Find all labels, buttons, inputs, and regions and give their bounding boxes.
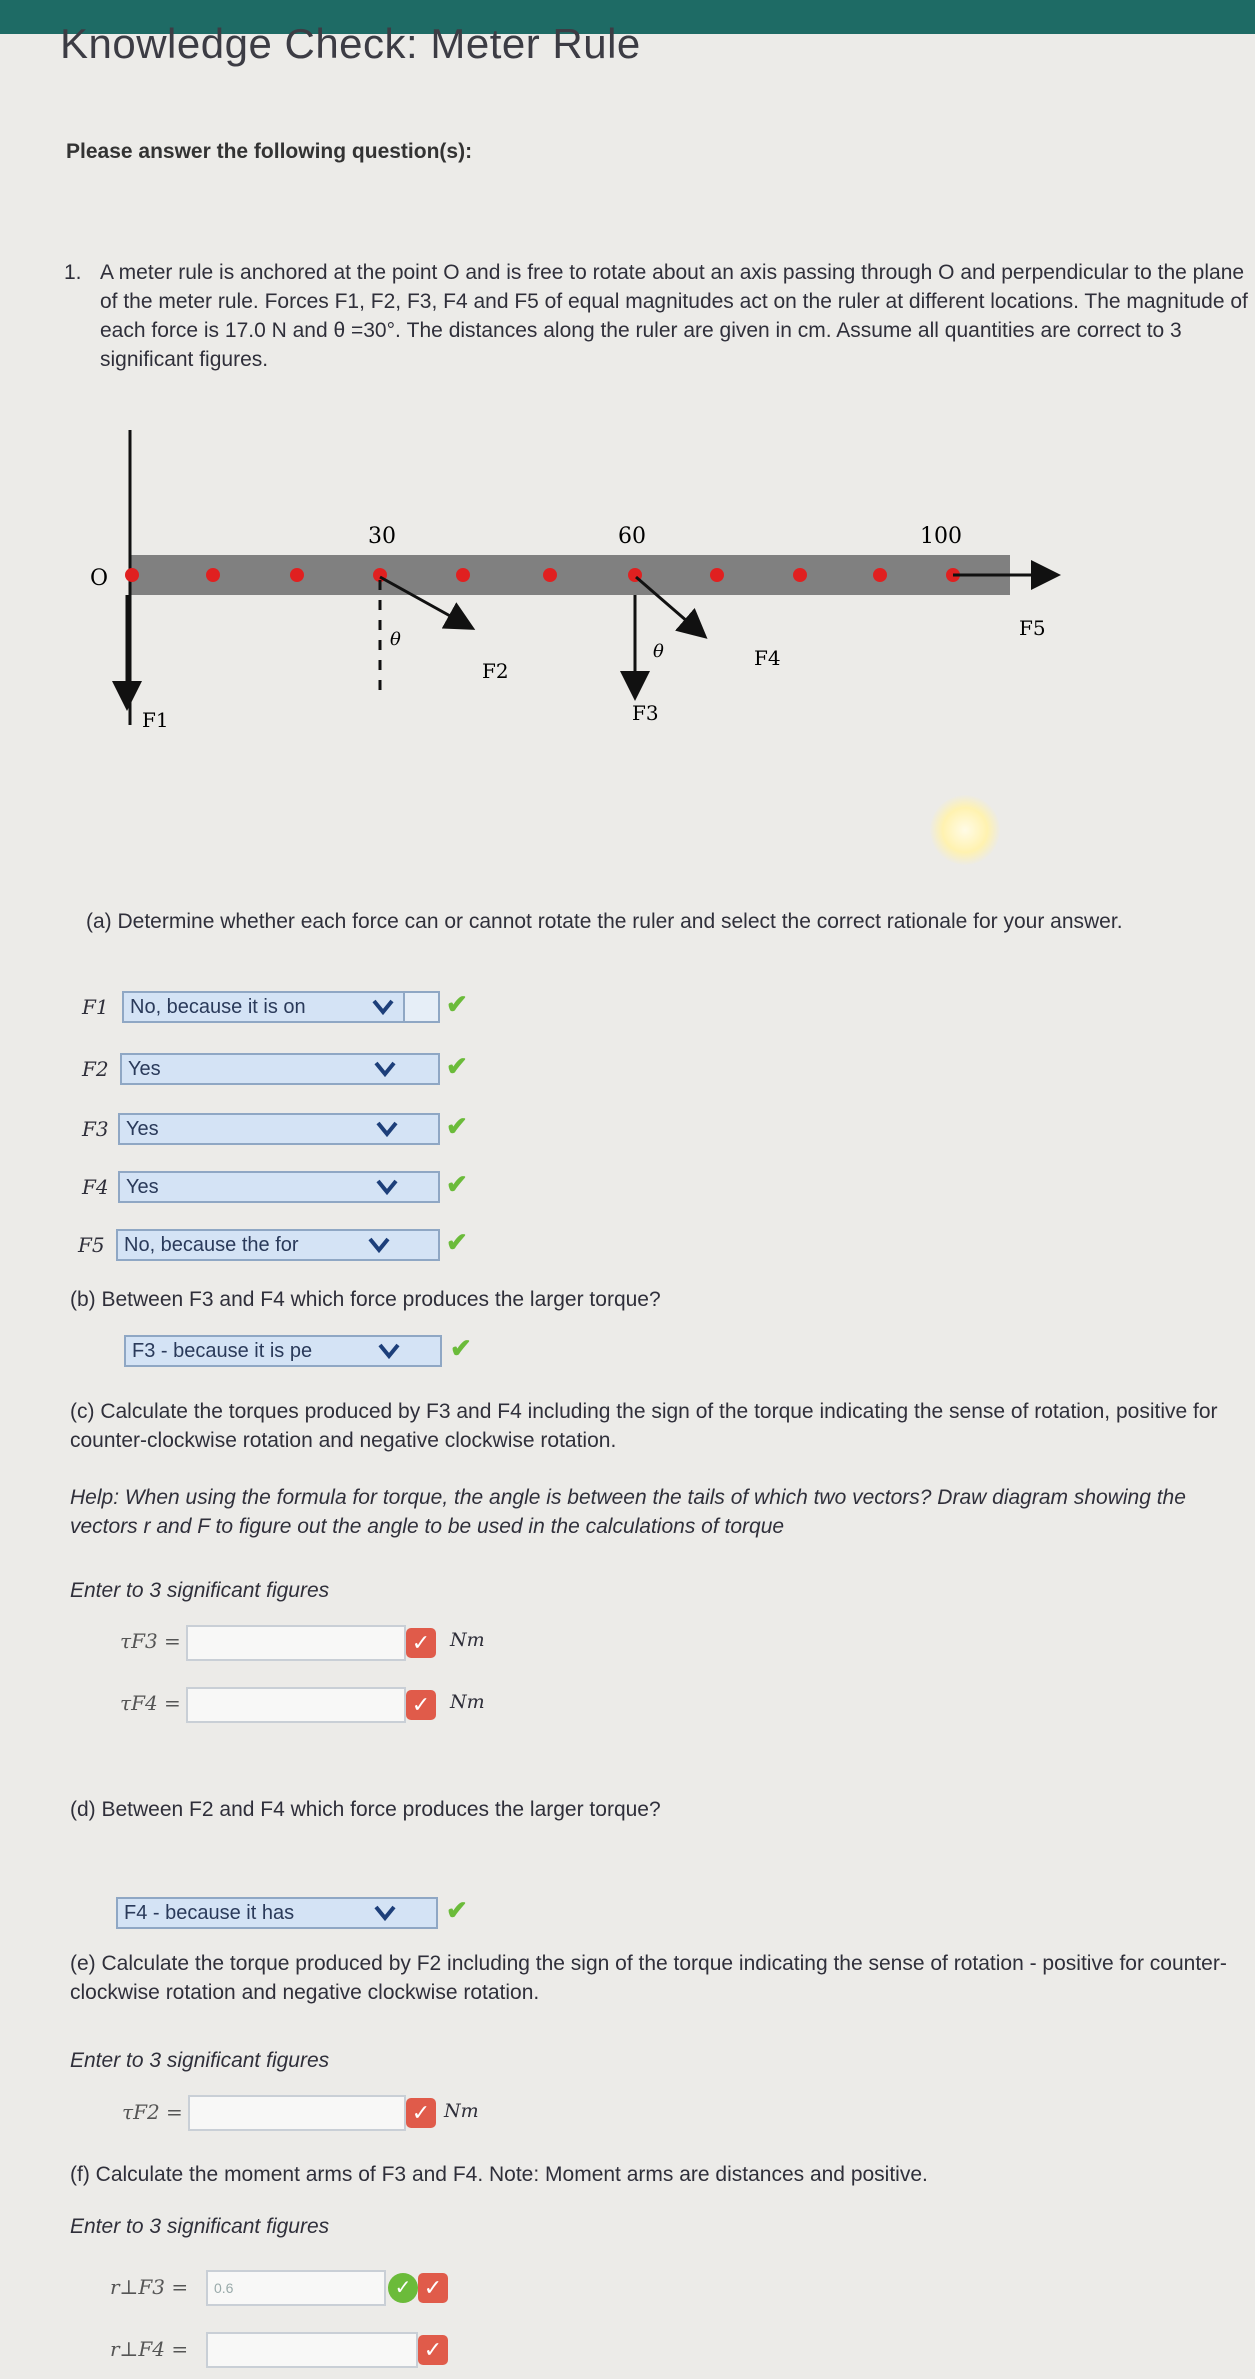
r-f3-label: r⊥F3 = <box>110 2275 189 2299</box>
chevron-down-icon <box>376 1119 398 1139</box>
check-icon: ✔ <box>446 1227 468 1257</box>
tau-f3-label: τF3 = <box>120 1629 181 1653</box>
meter-rule-diagram <box>80 425 1080 745</box>
chevron-down-icon <box>374 1903 396 1923</box>
chevron-down-icon <box>376 1177 398 1197</box>
check-icon: ✔ <box>446 1895 468 1925</box>
chevron-down-icon <box>374 1059 396 1079</box>
r-f4-input[interactable] <box>206 2332 418 2368</box>
part-c-prompt-text: (c) Calculate the torques produced by F3 and F4 including the sign of the torque indicating the sense of rotation, positive for counter-clockwise rotation and negative clockwise rotation. <box>70 1400 1218 1452</box>
f4-theta: θ <box>653 641 664 662</box>
light-glare <box>930 795 1000 865</box>
select-f5-value: No, because the for <box>124 1234 299 1256</box>
r-f4-label: r⊥F4 = <box>110 2337 189 2361</box>
tick-30: 30 <box>368 524 396 549</box>
check-icon: ✔ <box>446 989 468 1019</box>
incorrect-icon: ✓ <box>418 2335 448 2365</box>
part-a-prompt: (a) Determine whether each force can or cannot rotate the ruler and select the correct rationale for your answer. <box>86 910 1123 933</box>
part-f-prompt: (f) Calculate the moment arms of F3 and F4. Note: Moment arms are distances and positive. <box>70 2163 928 2186</box>
f2-label: F2 <box>482 659 509 683</box>
select-f2-value: Yes <box>128 1058 161 1080</box>
select-f1[interactable] <box>122 991 440 1023</box>
part-c-help: Help: When using the formula for torque, the angle is between the tails of which two vectors? Draw diagram showing the vectors r and F to figure out the angle to be used in the calculations of torque <box>70 1486 1186 1538</box>
force-label-f2: F2 <box>82 1057 109 1081</box>
tick-100: 100 <box>920 524 962 549</box>
select-f1-value: No, because it is on <box>130 996 306 1018</box>
chevron-down-icon <box>372 997 394 1017</box>
select-f2[interactable] <box>120 1053 440 1085</box>
select-f5[interactable] <box>116 1229 440 1261</box>
select-f4[interactable] <box>118 1171 440 1203</box>
check-icon: ✔ <box>446 1111 468 1141</box>
select-f3-value: Yes <box>126 1118 159 1140</box>
f3-label: F3 <box>632 701 659 725</box>
tau-f4-label: τF4 = <box>120 1691 181 1715</box>
f1-label: F1 <box>142 708 169 732</box>
f2-theta: θ <box>390 629 401 650</box>
f5-label: F5 <box>1019 616 1046 640</box>
force-label-f5: F5 <box>78 1233 105 1257</box>
part-e-sigfig: Enter to 3 significant figures <box>70 2049 330 2072</box>
incorrect-icon: ✓ <box>406 1628 436 1658</box>
page-title: Knowledge Check: Meter Rule <box>60 20 641 67</box>
tau-f2-unit: Nm <box>444 2100 479 2122</box>
part-c-sigfig: Enter to 3 significant figures <box>70 1579 330 1602</box>
incorrect-icon: ✓ <box>406 2098 436 2128</box>
part-d-prompt: (d) Between F2 and F4 which force produces the larger torque? <box>70 1798 661 1821</box>
incorrect-icon: ✓ <box>418 2273 448 2303</box>
f4-label: F4 <box>754 646 781 670</box>
select-part-d[interactable] <box>116 1897 438 1929</box>
check-icon: ✔ <box>446 1051 468 1081</box>
part-b-prompt: (b) Between F3 and F4 which force produces the larger torque? <box>70 1288 661 1311</box>
incorrect-icon: ✓ <box>406 1690 436 1720</box>
tau-f3-input[interactable] <box>186 1625 406 1661</box>
correct-icon: ✓ <box>388 2273 418 2303</box>
part-a <box>86 907 1246 936</box>
tau-f2-label: τF2 = <box>122 2100 183 2124</box>
select-part-b[interactable] <box>124 1335 442 1367</box>
force-label-f3: F3 <box>82 1117 109 1141</box>
select-f1-tail <box>403 991 440 1023</box>
part-f-sigfig: Enter to 3 significant figures <box>70 2215 330 2238</box>
tau-f4-input[interactable] <box>186 1687 406 1723</box>
chevron-down-icon <box>378 1341 400 1361</box>
part-c-prompt <box>70 1397 1250 1455</box>
select-f3[interactable] <box>118 1113 440 1145</box>
pivot-label: O <box>90 566 109 591</box>
force-label-f4: F4 <box>82 1175 109 1199</box>
chevron-down-icon <box>368 1235 390 1255</box>
check-icon: ✔ <box>446 1169 468 1199</box>
tick-60: 60 <box>618 524 646 549</box>
instruction-text: Please answer the following question(s): <box>66 140 473 163</box>
select-part-b-value: F3 - because it is pe <box>132 1340 313 1362</box>
select-part-d-value: F4 - because it has <box>124 1902 295 1924</box>
select-f4-value: Yes <box>126 1176 159 1198</box>
part-e-prompt: (e) Calculate the torque produced by F2 including the sign of the torque indicating the sense of rotation - positive for counter-clockwise rotation and negative clockwise rotation. <box>70 1952 1227 2004</box>
r-f3-input[interactable]: 0.6 <box>206 2270 386 2306</box>
tau-f3-unit: Nm <box>450 1629 485 1651</box>
question-number: 1. <box>64 261 82 284</box>
check-icon: ✔ <box>450 1333 472 1363</box>
tau-f2-input[interactable] <box>188 2095 406 2131</box>
question-text: A meter rule is anchored at the point O and is free to rotate about an axis passing through O and perpendicular to the plane of the meter rule. Forces F1, F2, F3, F4 and F5 of equal magnitudes act on the ruler at different locations. The magnitude of each force is 17.0 N and θ =30°. The distances along the ruler are given in cm. Assume all quantities are correct to 3 significant figures. <box>100 261 1248 371</box>
force-label-f1: F1 <box>82 995 109 1019</box>
tau-f4-unit: Nm <box>450 1691 485 1713</box>
